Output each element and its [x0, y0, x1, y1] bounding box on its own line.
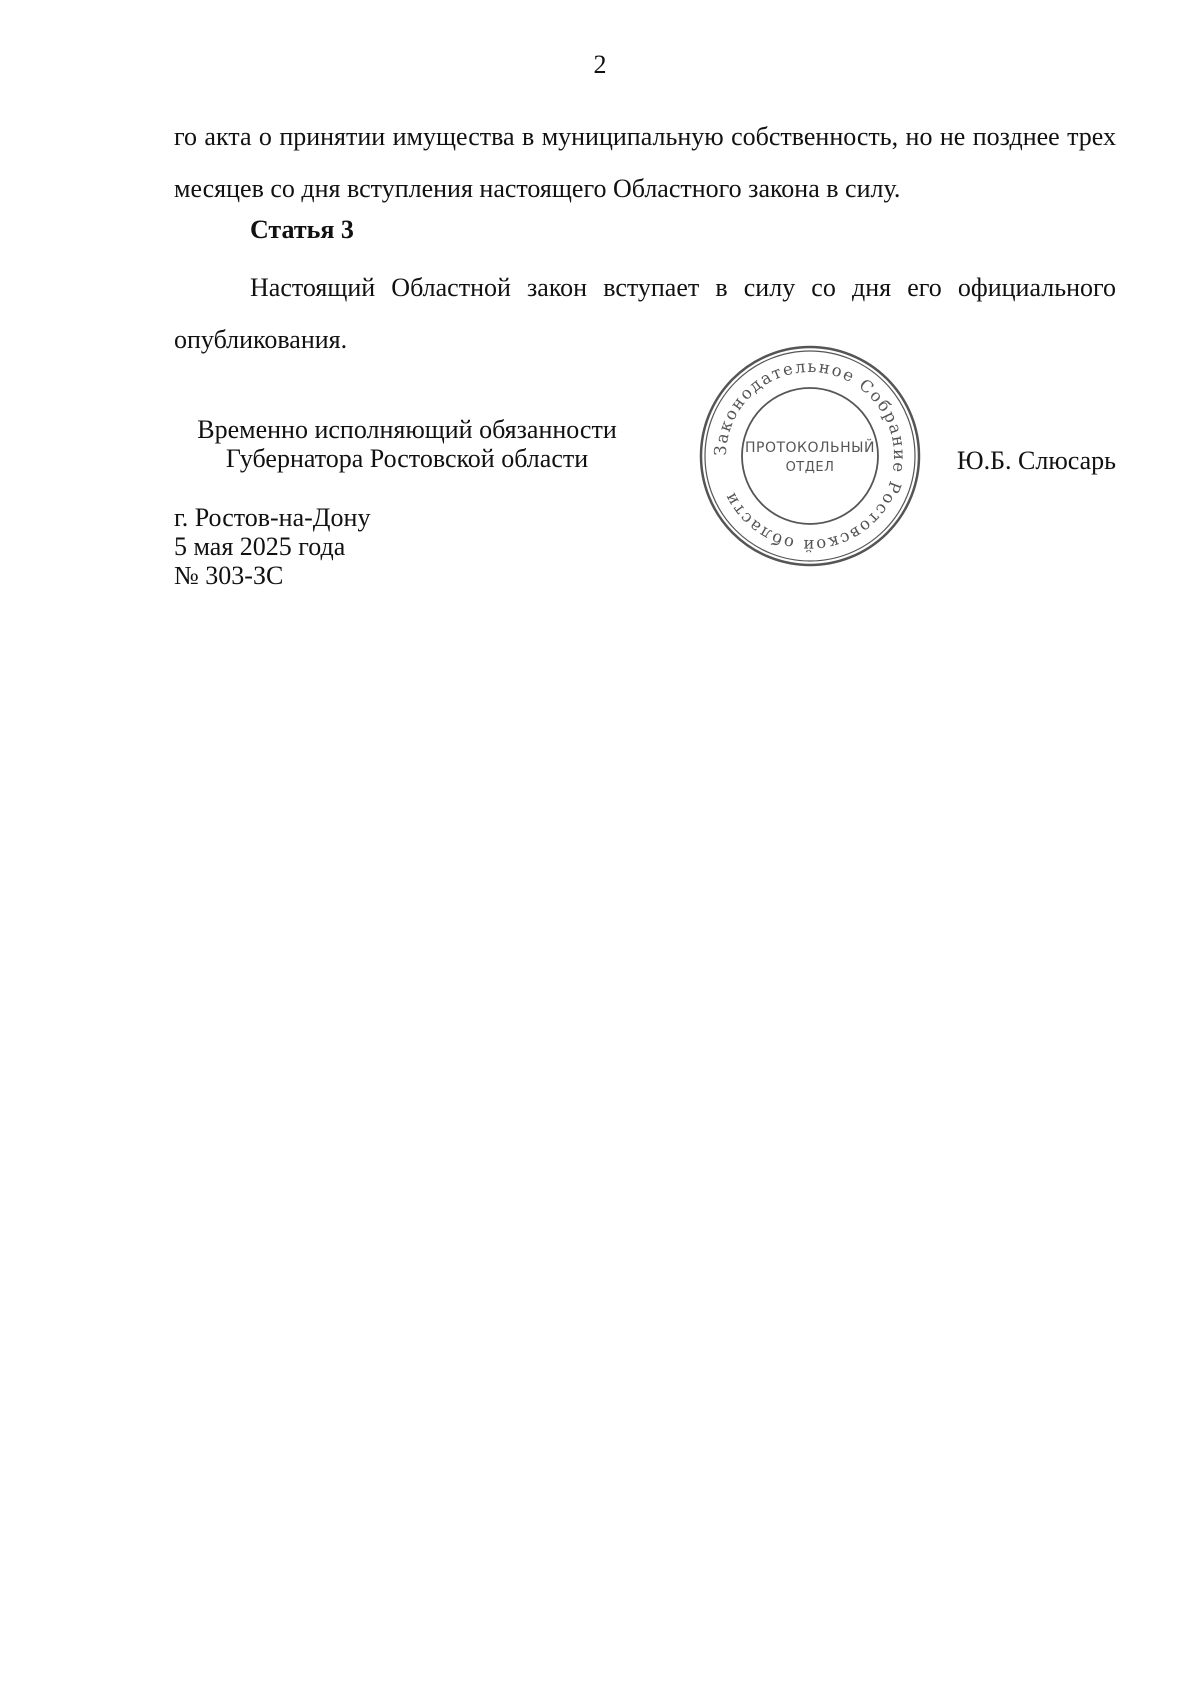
law-date: 5 мая 2025 года: [174, 532, 346, 561]
stamp-center-line-1: ПРОТОКОЛЬНЫЙ: [744, 440, 876, 456]
paragraph-continuation: го акта о принятии имущества в муниципальную собственность, но не позднее трех месяцев со дня вступления настоящего Областного закона в силу.: [174, 122, 1116, 203]
official-stamp: [698, 344, 922, 568]
article-3-heading: Статья 3: [250, 215, 354, 244]
page-number: 2: [593, 50, 607, 79]
signatory-title: [176, 415, 638, 473]
law-number: № 303-ЗС: [174, 561, 284, 590]
signatory-name: Ю.Б. Слюсарь: [956, 446, 1116, 475]
place-date-block: [174, 503, 370, 590]
article-3-text: Настоящий Областной закон вступает в силу со дня его официального опубликования.: [174, 273, 1116, 354]
signatory-title-line-1: Временно исполняющий обязанности: [197, 415, 617, 444]
stamp-rings: [701, 347, 919, 565]
city: г. Ростов-на-Дону: [174, 503, 371, 532]
stamp-center-line-2: ОТДЕЛ: [785, 460, 835, 475]
stamp-graphic: [698, 344, 922, 568]
stamp-ring-text-path: Законодательное Собрание Ростовской области: [710, 356, 910, 556]
signatory-title-line-2: Губернатора Ростовской области: [225, 444, 589, 473]
